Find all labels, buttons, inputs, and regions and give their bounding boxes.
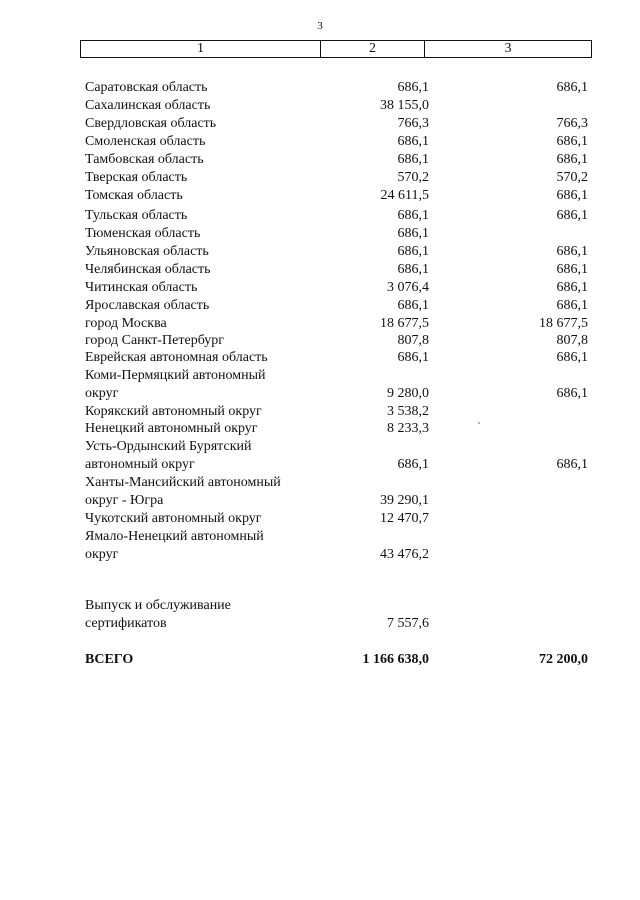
- row-value-col3: 686,1: [556, 188, 588, 203]
- row-name: Ярославская область: [85, 298, 210, 313]
- row-name: Сахалинская область: [85, 98, 211, 113]
- row-value-col3: 686,1: [556, 134, 588, 149]
- table-row: [0, 385, 640, 403]
- row-name: город Москва: [85, 316, 167, 331]
- table-row: [0, 546, 640, 564]
- table-row: [0, 367, 640, 385]
- row-value-col3: 686,1: [556, 152, 588, 167]
- total-value-col2: 1 166 638,0: [362, 652, 429, 667]
- row-name: Томская область: [85, 188, 183, 203]
- row-name: Челябинская область: [85, 262, 211, 277]
- table-row: [0, 474, 640, 492]
- total-label: ВСЕГО: [85, 652, 134, 667]
- row-name: Ямало-Ненецкий автономный: [85, 529, 264, 544]
- table-row: [0, 349, 640, 367]
- row-value-col3: 686,1: [556, 244, 588, 259]
- row-value-col2: 686,1: [397, 262, 429, 277]
- row-name: округ: [85, 386, 119, 401]
- row-name: город Санкт-Петербург: [85, 333, 225, 348]
- table-row: [0, 438, 640, 456]
- table-row: [0, 97, 640, 115]
- total-row: [0, 651, 640, 669]
- table-row: [0, 225, 640, 243]
- table-row: [0, 510, 640, 528]
- row-value-col2: 8 233,3: [387, 421, 429, 436]
- row-value-col2: 686,1: [397, 244, 429, 259]
- table-row: [0, 79, 640, 97]
- table-row: [0, 169, 640, 187]
- table-row: [0, 187, 640, 205]
- table-row: [0, 207, 640, 225]
- row-value-col3: 766,3: [556, 116, 588, 131]
- row-name: Чукотский автономный округ: [85, 511, 262, 526]
- total-value-col3: 72 200,0: [539, 652, 588, 667]
- row-name: округ - Югра: [85, 493, 164, 508]
- row-value-col2: 807,8: [397, 333, 429, 348]
- row-name: Ульяновская область: [85, 244, 209, 259]
- row-name: Ханты-Мансийский автономный: [85, 475, 281, 490]
- row-value-col2: 3 076,4: [387, 280, 429, 295]
- row-value-col3: 686,1: [556, 386, 588, 401]
- table-row: [0, 615, 640, 633]
- row-value-col2: 686,1: [397, 152, 429, 167]
- row-value-col2: 3 538,2: [387, 404, 429, 419]
- row-name: Читинская область: [85, 280, 198, 295]
- row-value-col3: 807,8: [556, 333, 588, 348]
- table-row: [0, 492, 640, 510]
- table-row: [0, 528, 640, 546]
- row-name: Тюменская область: [85, 226, 201, 241]
- page-number: 3: [317, 20, 323, 32]
- row-value-col2: 766,3: [397, 116, 429, 131]
- table-header: [80, 40, 592, 58]
- row-value-col2: 7 557,6: [387, 616, 429, 631]
- row-value-col2: 686,1: [397, 226, 429, 241]
- header-col-2: 2: [321, 41, 425, 57]
- header-col-3: 3: [504, 41, 512, 56]
- row-value-col2: 12 470,7: [380, 511, 429, 526]
- row-value-col2: 686,1: [397, 208, 429, 223]
- header-col-1: 1: [81, 41, 321, 57]
- row-value-col2: 570,2: [397, 170, 429, 185]
- table-row: [0, 151, 640, 169]
- row-value-col2: 686,1: [397, 298, 429, 313]
- row-name: Еврейская автономная область: [85, 350, 268, 365]
- row-value-col3: 686,1: [556, 298, 588, 313]
- row-value-col3: 686,1: [556, 457, 588, 472]
- table-row: [0, 315, 640, 333]
- row-value-col3: 18 677,5: [539, 316, 588, 331]
- table-row: [0, 456, 640, 474]
- row-value-col3: 686,1: [556, 208, 588, 223]
- row-name: Свердловская область: [85, 116, 217, 131]
- row-value-col2: 24 611,5: [380, 188, 429, 203]
- row-value-col3: 686,1: [556, 350, 588, 365]
- row-name: Ненецкий автономный округ: [85, 421, 258, 436]
- row-value-col3: 686,1: [556, 80, 588, 95]
- row-value-col2: 686,1: [397, 457, 429, 472]
- scan-speck: [478, 422, 480, 424]
- row-value-col3: 570,2: [556, 170, 588, 185]
- row-value-col2: 43 476,2: [380, 547, 429, 562]
- row-value-col2: 686,1: [397, 134, 429, 149]
- row-name: автономный округ: [85, 457, 195, 472]
- row-name: Саратовская область: [85, 80, 208, 95]
- table-row: [0, 243, 640, 261]
- table-row: [0, 597, 640, 615]
- table-row: [0, 332, 640, 350]
- table-row: [0, 279, 640, 297]
- table-row: [0, 297, 640, 315]
- row-name: Корякский автономный округ: [85, 404, 262, 419]
- row-value-col2: 39 290,1: [380, 493, 429, 508]
- row-name: сертификатов: [85, 616, 167, 631]
- row-name: Смоленская область: [85, 134, 206, 149]
- row-name: Тульская область: [85, 208, 188, 223]
- row-name: Коми-Пермяцкий автономный: [85, 368, 266, 383]
- row-name: Тверская область: [85, 170, 188, 185]
- row-value-col3: 686,1: [556, 262, 588, 277]
- row-name: Тамбовская область: [85, 152, 204, 167]
- row-name: округ: [85, 547, 119, 562]
- table-row: [0, 420, 640, 438]
- row-value-col3: 686,1: [556, 280, 588, 295]
- table-row: [0, 403, 640, 421]
- table-row: [0, 115, 640, 133]
- row-value-col2: 9 280,0: [387, 386, 429, 401]
- table-row: [0, 261, 640, 279]
- row-name: Выпуск и обслуживание: [85, 598, 231, 613]
- table-row: [0, 133, 640, 151]
- row-value-col2: 686,1: [397, 350, 429, 365]
- row-value-col2: 38 155,0: [380, 98, 429, 113]
- row-value-col2: 18 677,5: [380, 316, 429, 331]
- row-value-col2: 686,1: [397, 80, 429, 95]
- row-name: Усть-Ордынский Бурятский: [85, 439, 252, 454]
